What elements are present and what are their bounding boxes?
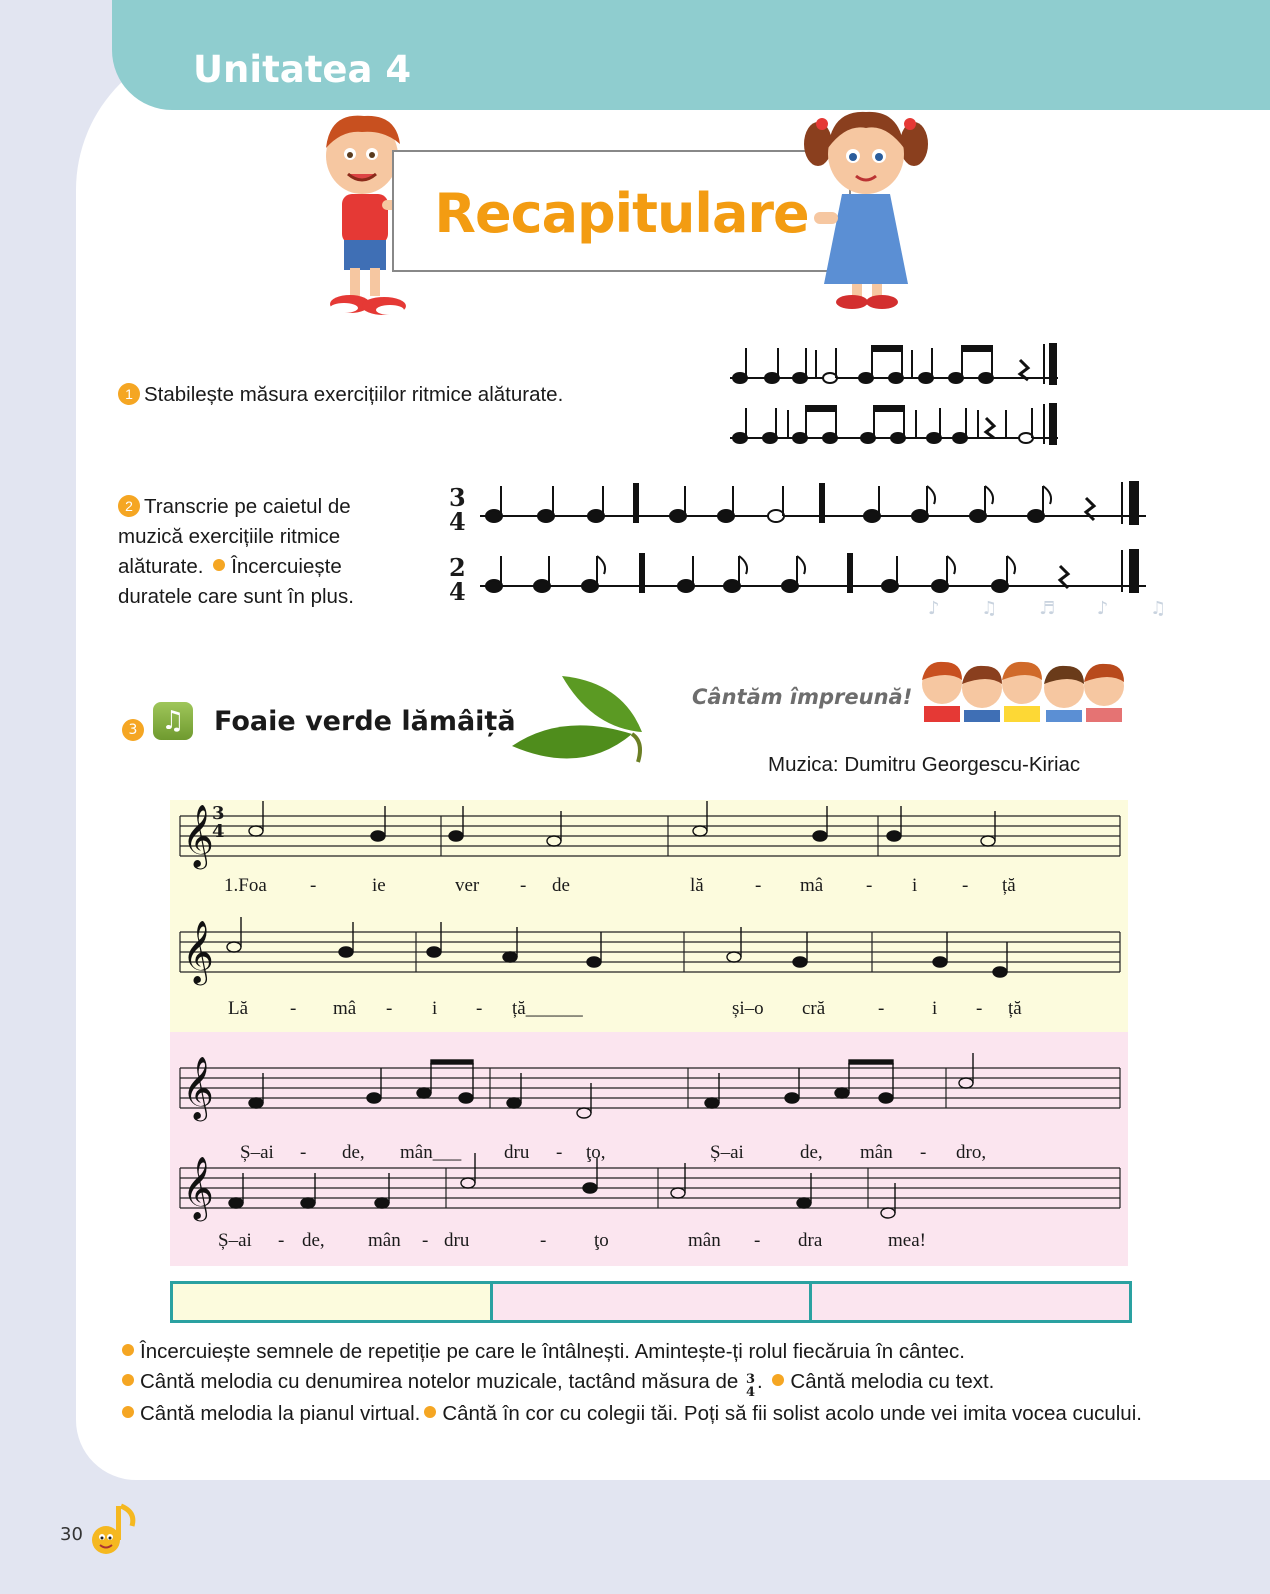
instruction-2: Cântă melodia cu denumirea notelor muzicale, tactând măsura de	[140, 1370, 739, 1393]
task-1-text: Stabilește măsura exercițiilor ritmice alăturate.	[144, 383, 564, 406]
recapitulare-banner	[392, 150, 851, 272]
task-1	[118, 380, 563, 410]
lyric-syllable: cră	[802, 998, 826, 1019]
bullet-icon	[122, 1406, 134, 1418]
sing-together-label: Cântăm împreună!	[692, 685, 913, 709]
lyric-syllable: de,	[342, 1142, 365, 1163]
lyric-syllable: -	[290, 998, 297, 1019]
instruction-1: Încercuiește semnele de repetiție pe care le întâlnești. Amintește-ți rolul fiecăruia în cântec.	[140, 1340, 965, 1363]
lyric-syllable: ţo,	[586, 1142, 606, 1163]
score-time-signature	[212, 805, 225, 841]
lyric-syllable: de,	[800, 1142, 823, 1163]
task-2-line-3b: Încercuiește	[231, 555, 342, 578]
lyric-syllable: lă	[690, 875, 704, 896]
lyric-syllable: -	[300, 1142, 307, 1163]
lyric-syllable: i	[932, 998, 938, 1019]
music-notes-decoration: ♪ ♫ ♬ ♪ ♫	[928, 598, 1185, 619]
task-number-1: 1	[118, 383, 140, 405]
lyric-syllable: mân	[860, 1142, 893, 1163]
time-signature-3-4	[449, 483, 466, 536]
lyric-syllable: -	[878, 998, 885, 1019]
task-2	[118, 492, 380, 612]
task-number-3: 3	[122, 719, 144, 741]
music-note-mascot-icon	[86, 1500, 142, 1556]
bullet-icon	[772, 1374, 784, 1386]
staff-2	[180, 932, 1120, 972]
lyric-syllable: ță	[1002, 875, 1016, 896]
song-title: Foaie verde lămâiță	[214, 706, 516, 737]
lyric-syllable: ţo	[594, 1230, 609, 1251]
time-sig-top: 3	[745, 1372, 755, 1387]
instruction-3: Cântă melodia cu text.	[790, 1370, 995, 1393]
lyric-syllable: i	[912, 875, 918, 896]
lyric-syllable: -	[386, 998, 393, 1019]
rhythm-exercise-2	[480, 480, 1160, 610]
staff-1	[180, 816, 1120, 856]
form-cell-verse	[173, 1284, 493, 1320]
lyric-syllable: mân	[688, 1230, 721, 1251]
lyric-syllable: mân	[368, 1230, 401, 1251]
svg-text:𝄞: 𝄞	[182, 1056, 214, 1119]
time-sig-top: 2	[449, 553, 466, 582]
lyric-syllable: ver	[455, 875, 480, 896]
task-number-2: 2	[118, 495, 140, 517]
task-2-line-4: duratele care sunt în plus.	[118, 585, 354, 608]
lyric-syllable: dru	[504, 1142, 530, 1163]
form-cell-chorus-2	[812, 1284, 1129, 1320]
lyric-syllable: mân___	[400, 1142, 462, 1163]
lyric-syllable: mâ	[800, 875, 824, 896]
lyric-syllable: -	[920, 1142, 927, 1163]
lyric-syllable: mea!	[888, 1230, 926, 1251]
rhythm-row-3-4	[486, 482, 1138, 524]
staff-3	[180, 1068, 1120, 1108]
time-sig-bottom: 4	[449, 507, 466, 536]
instruction-5: Cântă în cor cu colegii tăi. Poți să fii solist acolo unde vei imita vocea cucului.	[442, 1402, 1142, 1425]
bullet-icon	[213, 559, 225, 571]
lyric-syllable: mâ	[333, 998, 357, 1019]
lyric-syllable: -	[866, 875, 873, 896]
lyric-syllable: dra	[798, 1230, 823, 1251]
lyric-syllable: Ș–ai	[710, 1142, 744, 1163]
form-structure-bar	[170, 1281, 1132, 1323]
lyric-syllable: Lă	[228, 998, 249, 1019]
lyric-syllable: de	[552, 875, 570, 896]
unit-title: Unitatea 4	[193, 48, 412, 91]
svg-text:𝄞: 𝄞	[182, 1156, 214, 1219]
svg-text:𝄞: 𝄞	[182, 920, 214, 983]
lyric-syllable: dru	[444, 1230, 470, 1251]
lyric-syllable: ie	[372, 875, 386, 896]
lyric-syllable: -	[422, 1230, 429, 1251]
banner-title: Recapitulare	[434, 182, 809, 245]
time-sig-bottom: 4	[449, 577, 466, 606]
lyric-syllable: Ș–ai	[240, 1142, 274, 1163]
lyric-syllable: de,	[302, 1230, 325, 1251]
lyric-syllable: -	[310, 875, 317, 896]
time-sig-bottom: 4	[745, 1385, 755, 1400]
kids-group-illustration	[918, 650, 1130, 722]
instructions: Încercuiește semnele de repetiție pe care le întâlnești. Amintește-ți rolul fiecăruia în cântec. Cântă melodia cu denumirea notelor muzicale, tactând măsura de 3 4 . Cântă melodia cu text. Cântă melodia la pianul virtual. Cântă în cor cu colegii tăi. Poți să fii solist acolo unde vei imita vocea cucului.	[118, 1337, 1158, 1429]
instruction-4: Cântă melodia la pianul virtual.	[140, 1402, 421, 1425]
lyric-syllable: -	[976, 998, 983, 1019]
time-sig-bottom: 4	[212, 821, 225, 842]
music-score	[170, 800, 1128, 1266]
lyric-syllable: 1.Foa	[224, 875, 267, 896]
page-number: 30	[60, 1524, 83, 1545]
svg-text:𝄞: 𝄞	[182, 804, 214, 867]
lyric-syllable: și–o	[732, 998, 764, 1019]
lyric-syllable: -	[540, 1230, 547, 1251]
task-2-line-2: muzică exercițiile ritmice	[118, 525, 341, 548]
task-2-line-3: alăturate.	[118, 555, 204, 578]
lyric-syllable: -	[556, 1142, 563, 1163]
rhythm-exercise-1	[730, 340, 1080, 460]
leaf-icon	[512, 672, 662, 772]
task-2-line-1: Transcrie pe caietul de	[144, 495, 351, 518]
lyric-syllable: -	[476, 998, 483, 1019]
lyric-syllable: -	[754, 1230, 761, 1251]
lyric-syllable: i	[432, 998, 438, 1019]
time-sig-top: 3	[212, 803, 225, 824]
time-signature-2-4	[449, 553, 466, 606]
form-cell-chorus-1	[493, 1284, 813, 1320]
bullet-icon	[424, 1406, 436, 1418]
lyric-syllable: -	[755, 875, 762, 896]
composer-credit: Muzica: Dumitru Georgescu-Kiriac	[768, 753, 1081, 776]
music-note-icon: ♫	[153, 702, 193, 740]
lyric-syllable: -	[520, 875, 527, 896]
lyric-syllable: Ș–ai	[218, 1230, 252, 1251]
lyric-syllable: dro,	[956, 1142, 987, 1163]
staff-4	[180, 1168, 1120, 1208]
bullet-icon	[122, 1344, 134, 1356]
girl-illustration	[796, 104, 936, 319]
lyric-syllable: ță	[1008, 998, 1022, 1019]
inline-time-signature	[746, 1373, 755, 1399]
lyric-syllable: -	[962, 875, 969, 896]
bullet-icon	[122, 1374, 134, 1386]
lyric-syllable: -	[278, 1230, 285, 1251]
lyric-syllable: ță______	[512, 998, 583, 1019]
time-sig-top: 3	[449, 483, 466, 512]
